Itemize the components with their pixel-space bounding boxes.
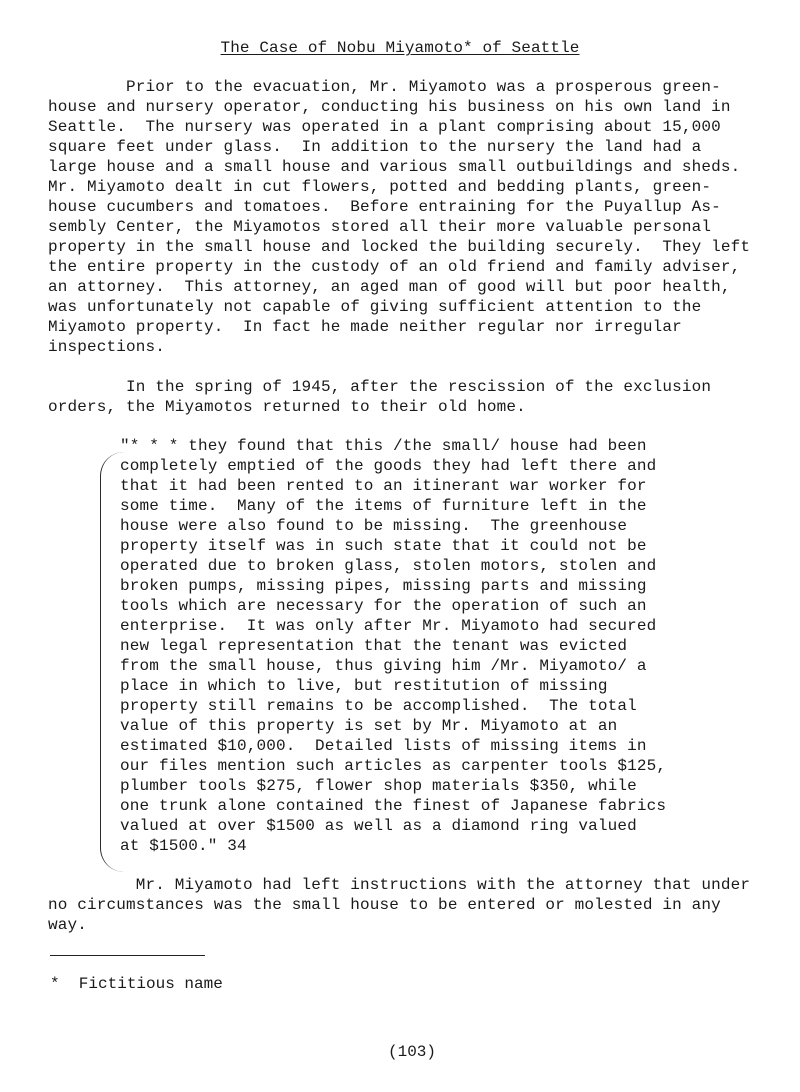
quote-line: completely emptied of the goods they had left there and bbox=[120, 457, 657, 475]
quote-line: estimated $10,000. Detailed lists of missing items in bbox=[120, 737, 647, 755]
quote-line: house were also found to be missing. The greenhouse bbox=[120, 517, 628, 535]
text-line: Miyamoto property. In fact he made neither regular nor irregular bbox=[48, 318, 682, 336]
text-line: no circumstances was the small house to be entered or molested in any bbox=[48, 896, 721, 914]
quote-line: valued at over $1500 as well as a diamond ring valued bbox=[120, 817, 637, 835]
footnote-divider bbox=[50, 955, 205, 956]
text-line: large house and a small house and various small outbuildings and sheds. bbox=[48, 158, 741, 176]
text-line: way. bbox=[48, 916, 88, 934]
page-number: (103) bbox=[387, 1043, 436, 1061]
block-quote bbox=[120, 436, 700, 856]
text-line: an attorney. This attorney, an aged man of good will but poor health, bbox=[48, 278, 731, 296]
quote-line: tools which are necessary for the operation of such an bbox=[120, 597, 647, 615]
text-line: inspections. bbox=[48, 338, 166, 356]
text-line: Seattle. The nursery was operated in a plant comprising about 15,000 bbox=[48, 118, 721, 136]
quote-line: "* * * they found that this /the small/ house had been bbox=[120, 437, 647, 455]
quote-line: property still remains to be accomplished. The total bbox=[120, 697, 637, 715]
quote-line: plumber tools $275, flower shop materials $350, while bbox=[120, 777, 637, 795]
quote-line: operated due to broken glass, stolen motors, stolen and bbox=[120, 557, 657, 575]
text-line: house cucumbers and tomatoes. Before entraining for the Puyallup As- bbox=[48, 198, 721, 216]
quote-line: enterprise. It was only after Mr. Miyamoto had secured bbox=[120, 617, 657, 635]
text-line: the entire property in the custody of an old friend and family adviser, bbox=[48, 258, 741, 276]
text-line: square feet under glass. In addition to the nursery the land had a bbox=[48, 138, 702, 156]
text-line: house and nursery operator, conducting his business on his own land in bbox=[48, 98, 731, 116]
paragraph-3 bbox=[48, 875, 788, 935]
text-line: was unfortunately not capable of giving sufficient attention to the bbox=[48, 298, 702, 316]
quote-line: new legal representation that the tenant was evicted bbox=[120, 637, 628, 655]
quote-line: property itself was in such state that it could not be bbox=[120, 537, 647, 555]
quote-line: that it had been rented to an itinerant war worker for bbox=[120, 477, 647, 495]
text-line: sembly Center, the Miyamotos stored all their more valuable personal bbox=[48, 218, 712, 236]
page-title bbox=[0, 38, 800, 58]
title-text: The Case of Nobu Miyamoto* of Seattle bbox=[220, 39, 580, 57]
paragraph-1 bbox=[48, 77, 788, 357]
text-line: orders, the Miyamotos returned to their old home. bbox=[48, 398, 526, 416]
quote-line: place in which to live, but restitution of missing bbox=[120, 677, 608, 695]
quote-line: our files mention such articles as carpenter tools $125, bbox=[120, 757, 667, 775]
text-line: Prior to the evacuation, Mr. Miyamoto was a prosperous green- bbox=[48, 78, 721, 96]
text-line: property in the small house and locked the building securely. They left bbox=[48, 238, 751, 256]
text-line: Mr. Miyamoto had left instructions with the attorney that under bbox=[48, 876, 751, 894]
quote-line: some time. Many of the items of furniture left in the bbox=[120, 497, 647, 515]
quote-line: value of this property is set by Mr. Miyamoto at an bbox=[120, 717, 618, 735]
quote-line: from the small house, thus giving him /Mr. Miyamoto/ a bbox=[120, 657, 647, 675]
quote-line: at $1500." 34 bbox=[120, 837, 247, 855]
footnote: * Fictitious name bbox=[50, 975, 223, 993]
text-line: In the spring of 1945, after the rescission of the exclusion bbox=[48, 378, 712, 396]
quote-line: one trunk alone contained the finest of Japanese fabrics bbox=[120, 797, 667, 815]
quote-line: broken pumps, missing pipes, missing parts and missing bbox=[120, 577, 647, 595]
text-line: Mr. Miyamoto dealt in cut flowers, potted and bedding plants, green- bbox=[48, 178, 712, 196]
paragraph-2 bbox=[48, 377, 788, 417]
